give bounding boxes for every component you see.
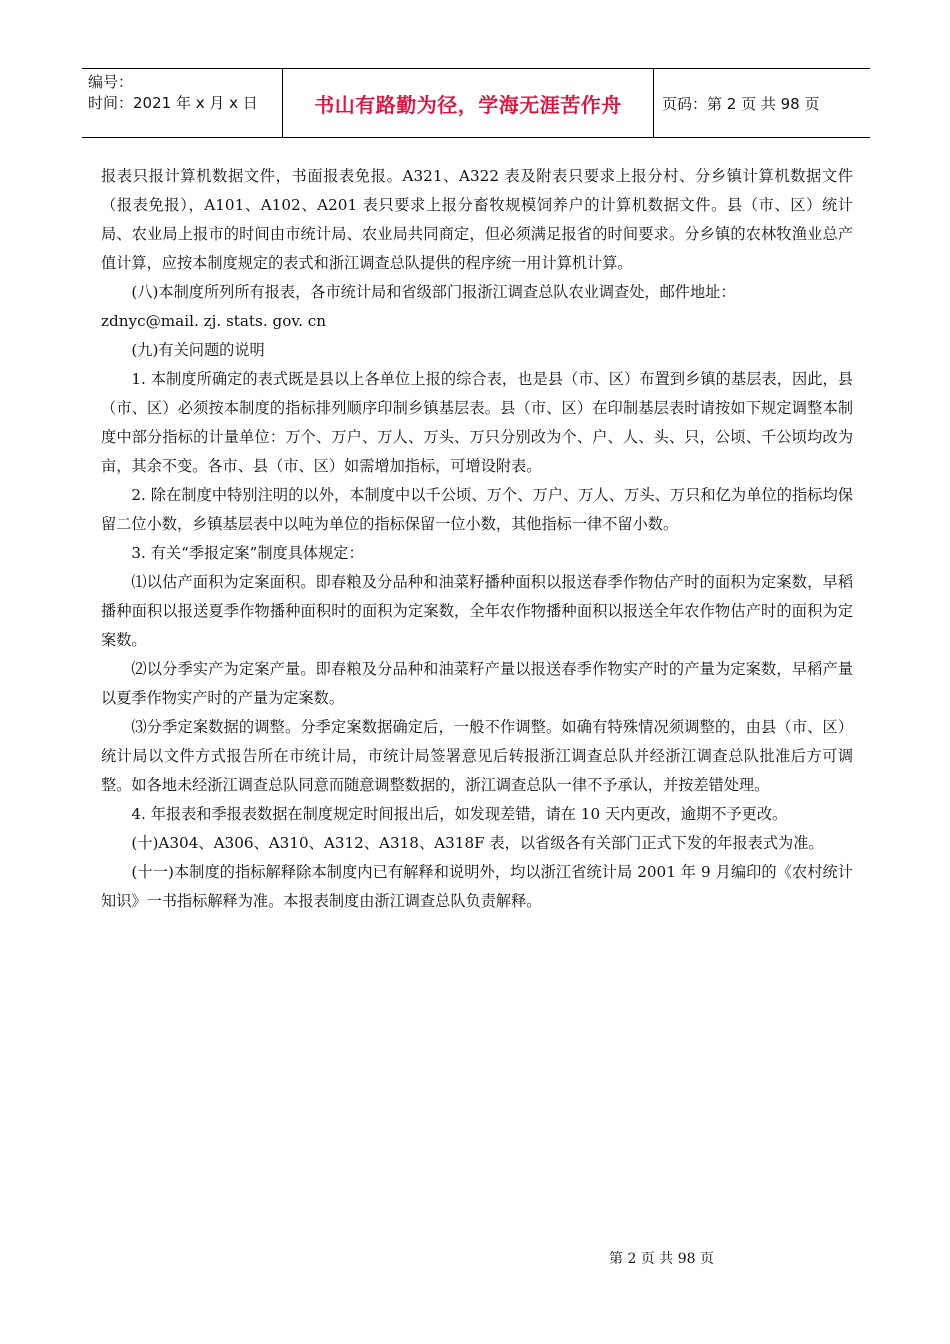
paragraph: 3. 有关“季报定案”制度具体规定：	[131, 544, 364, 562]
paragraph: (十一)本制度的指标解释除本制度内已有解释和说明外，均以浙江省统计局 2001 年 9 月编印的《农村统计知识》一书指标解释为准。本报表制度由浙江调查总队负责解释。	[101, 863, 853, 910]
paragraph: 报表只报计算机数据文件，书面报表免报。A321、A322 表及附表只要求上报分村、分乡镇计算机数据文件（报表免报），A101、A102、A201 表只要求上报分畜牧规模饲养户的计算机数据文件。县（市、区）统计局、农业局上报市的时间由市统计局、农业局共同商定，但必须满足报省的时间要求。分乡镇的农林牧渔业总产值计算，应按本制度规定的表式和浙江调查总队提供的程序统一用计算机计算。	[101, 167, 853, 272]
footer-page-number: 第 2 页 共 98 页	[609, 1251, 714, 1267]
paragraph: (十)A304、A306、A310、A312、A318、A318F 表，以省级各有关部门正式下发的年报表式为准。	[131, 834, 824, 852]
header-page-info: 页码：第 2 页 共 98 页	[662, 94, 820, 113]
paragraph: ⑴以估产面积为定案面积。即春粮及分品种和油菜籽播种面积以报送春季作物估产时的面积为定案数，早稻播种面积以报送夏季作物播种面积时的面积为定案数，全年农作物播种面积以报送全年农作物估产时的面积为定案数。	[101, 573, 853, 649]
paragraph: 1. 本制度所确定的表式既是县以上各单位上报的综合表，也是县（市、区）布置到乡镇的基层表，因此，县（市、区）必须按本制度的指标排列顺序印制乡镇基层表。县（市、区）在印制基层表时请按如下规定调整本制度中部分指标的计量单位：万个、万户、万人、万头、万只分别改为个、户、人、头、只，公顷、千公顷均改为亩，其余不变。各市、县（市、区）如需增加指标，可增设附表。	[101, 370, 853, 475]
page-header	[82, 68, 870, 138]
paragraph: ⑵以分季实产为定案产量。即春粮及分品种和油菜籽产量以报送春季作物实产时的产量为定案数，早稻产量以夏季作物实产时的产量为定案数。	[101, 660, 853, 707]
header-divider	[653, 69, 654, 137]
header-meta	[88, 72, 278, 114]
paragraph: 2. 除在制度中特别注明的以外，本制度中以千公顷、万个、万户、万人、万头、万只和亿为单位的指标均保留二位小数，乡镇基层表中以吨为单位的指标保留一位小数，其他指标一律不留小数。	[101, 486, 853, 533]
paragraph: ⑶分季定案数据的调整。分季定案数据确定后，一般不作调整。如确有特殊情况须调整的，由县（市、区）统计局以文件方式报告所在市统计局，市统计局签署意见后转报浙江调查总队并经浙江调查总队批准后方可调整。如各地未经浙江调查总队同意而随意调整数据的，浙江调查总队一律不予承认，并按差错处理。	[101, 718, 853, 794]
section-heading: (九)有关问题的说明	[131, 341, 265, 359]
document-body	[101, 162, 853, 916]
header-slogan: 书山有路勤为径，学海无涯苦作舟	[314, 92, 622, 117]
header-number-label: 编号：	[88, 73, 134, 91]
paragraph: (八)本制度所列所有报表，各市统计局和省级部门报浙江调查总队农业调查处，邮件地址：	[131, 283, 736, 301]
email-address: zdnyc@mail. zj. stats. gov. cn	[101, 312, 327, 330]
header-date: 时间：2021 年 x 月 x 日	[88, 94, 258, 112]
paragraph: 4. 年报表和季报表数据在制度规定时间报出后，如发现差错，请在 10 天内更改，逾期不予更改。	[131, 805, 788, 823]
